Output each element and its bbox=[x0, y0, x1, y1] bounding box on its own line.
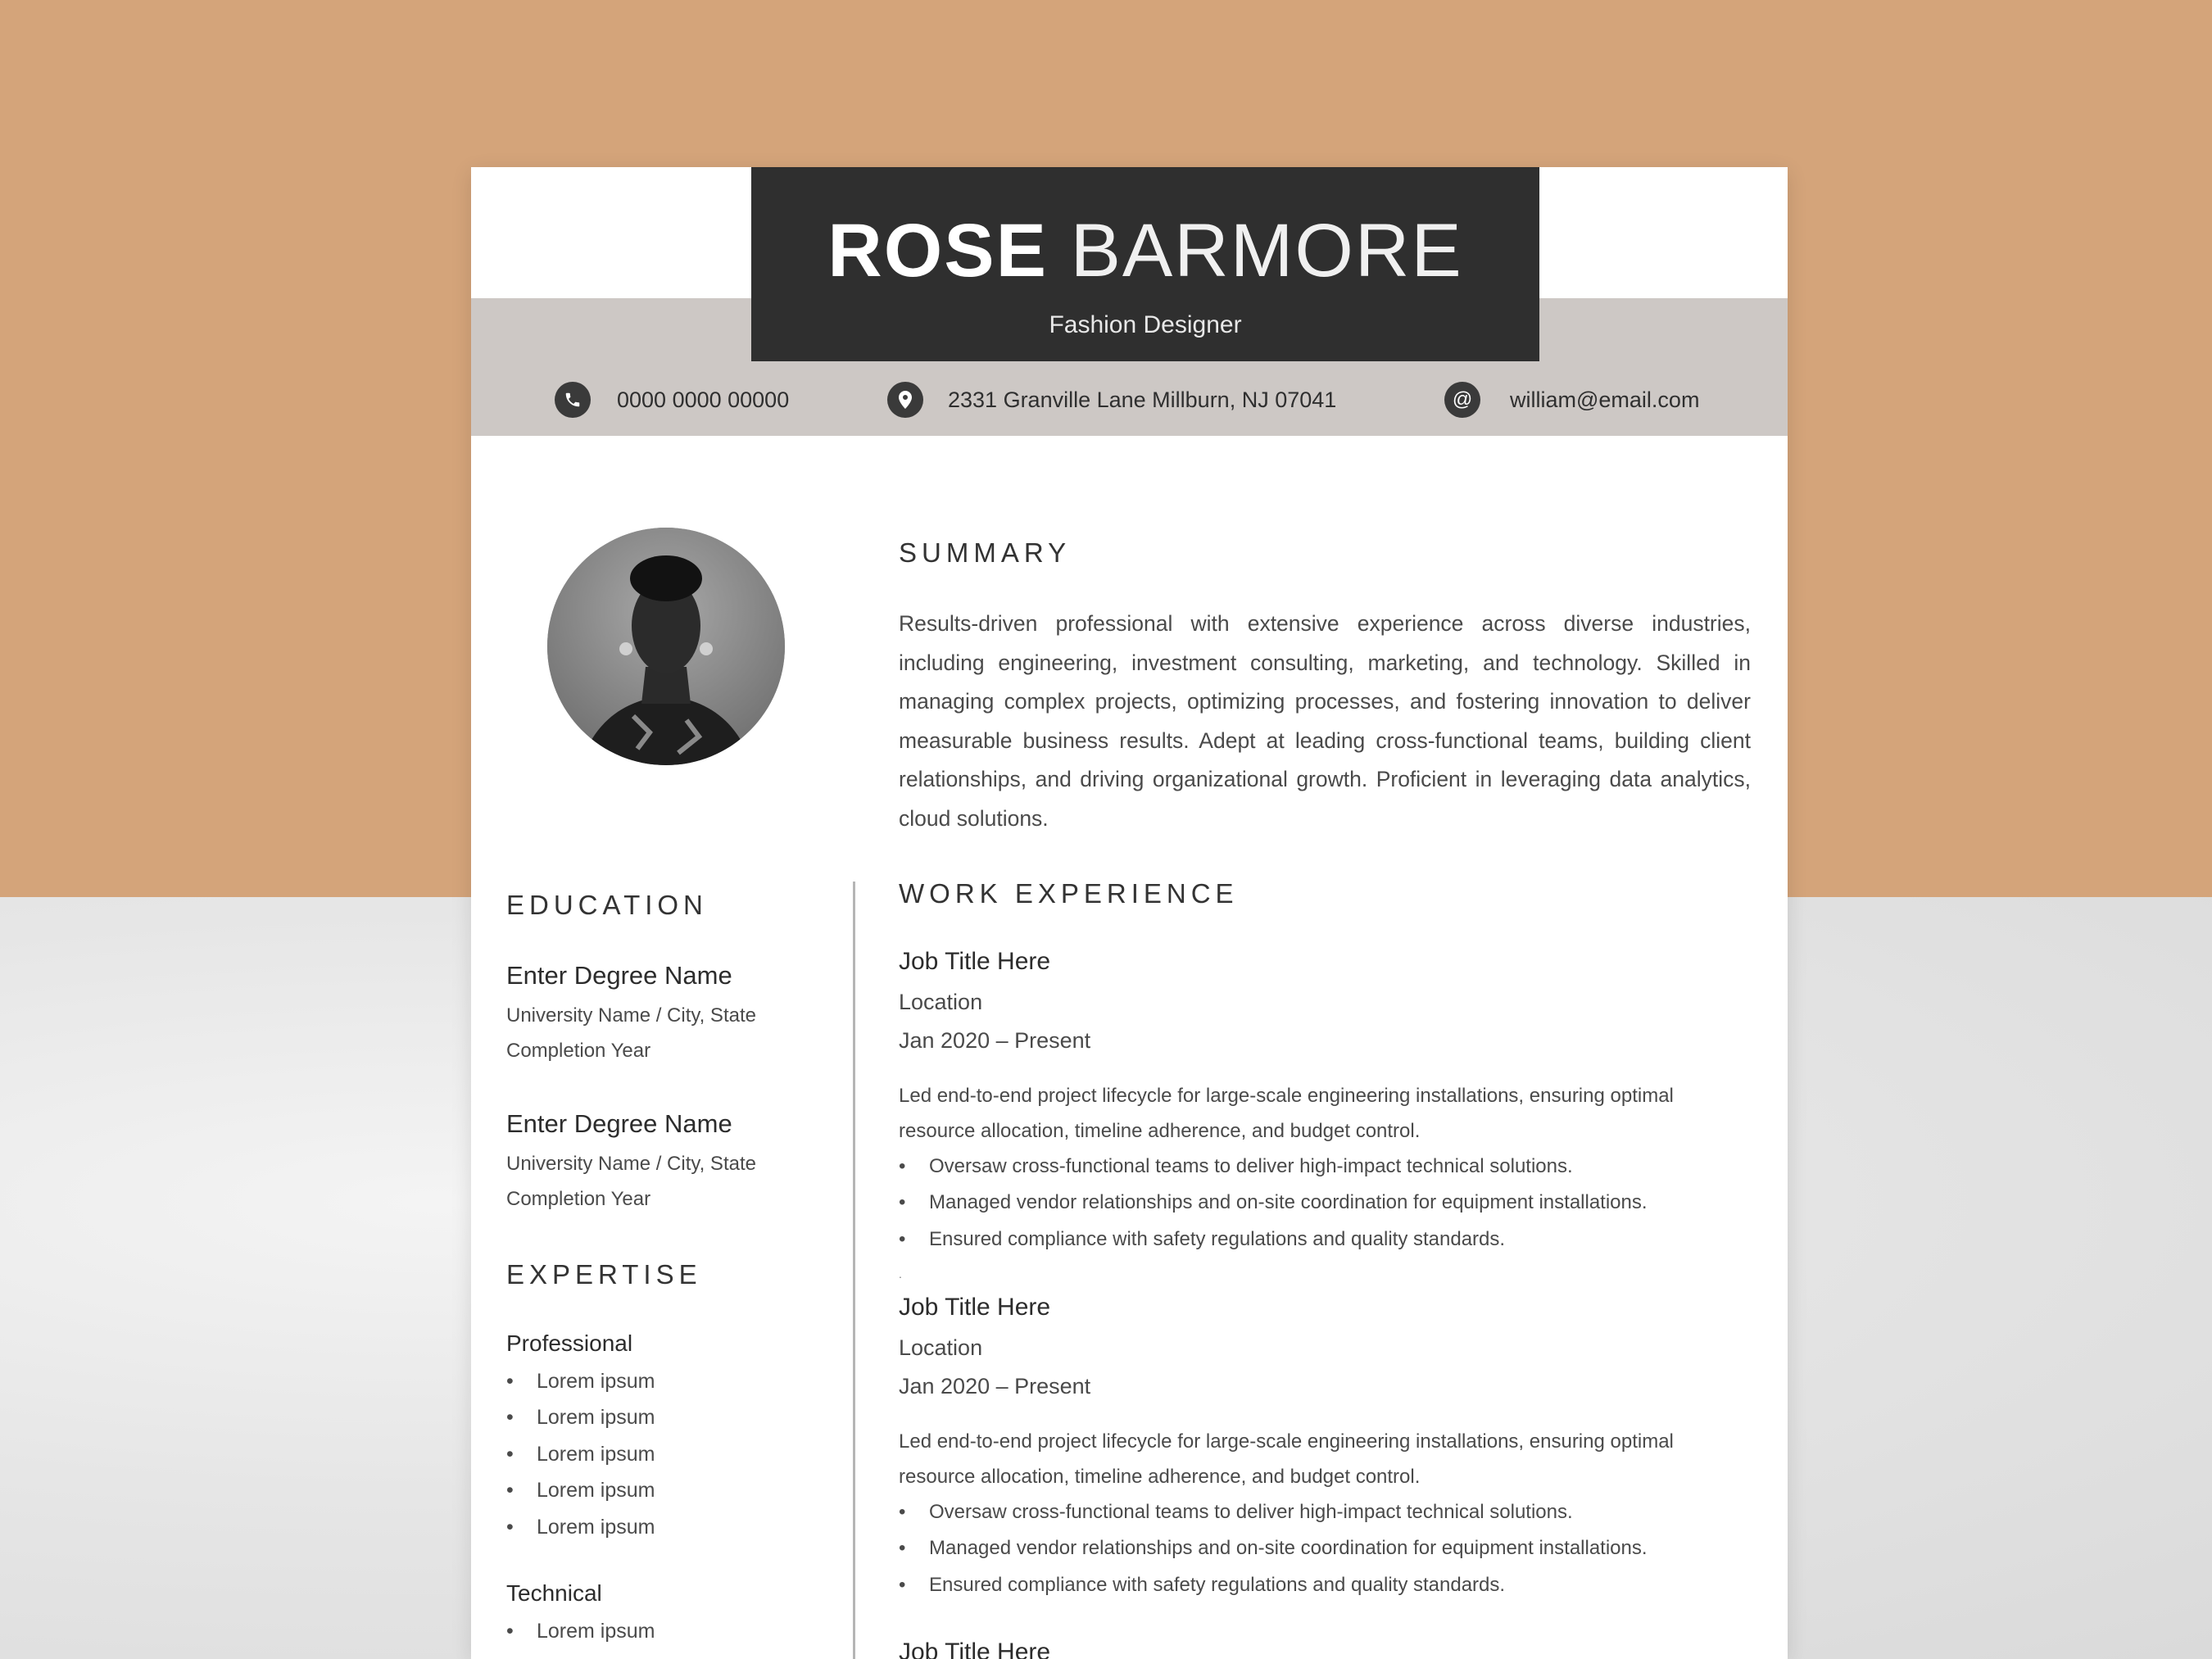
at-icon: @ bbox=[1444, 382, 1480, 418]
university-name: University Name / City, State bbox=[506, 1004, 756, 1027]
address-text: 2331 Granville Lane Millburn, NJ 07041 bbox=[948, 387, 1337, 412]
contact-address bbox=[887, 382, 1336, 418]
resume-page bbox=[471, 167, 1788, 1659]
list-item: • Lorem ipsum bbox=[506, 1620, 655, 1643]
job-location: Location bbox=[899, 990, 983, 1014]
list-item: • Lorem ipsum bbox=[506, 1516, 655, 1539]
degree-title: Enter Degree Name bbox=[506, 1109, 732, 1138]
job-title: Job Title Here bbox=[899, 948, 1051, 975]
job-location: Location bbox=[899, 1335, 983, 1360]
profile-photo bbox=[547, 528, 785, 765]
degree-title: Enter Degree Name bbox=[506, 961, 732, 990]
completion-year: Completion Year bbox=[506, 1040, 651, 1062]
phone-icon bbox=[555, 382, 591, 418]
university-name: University Name / City, State bbox=[506, 1153, 756, 1175]
job-bullet: • Oversaw cross-functional teams to deliver high-impact technical solutions. bbox=[899, 1155, 1573, 1177]
job-bullet: • Managed vendor relationships and on-site coordination for equipment installations. bbox=[899, 1537, 1648, 1559]
full-name bbox=[751, 209, 1539, 292]
job-bullet: • Ensured compliance with safety regulations and quality standards. bbox=[899, 1228, 1506, 1250]
job-title: Job Title Here bbox=[899, 1294, 1051, 1321]
list-item: • Lorem ipsum bbox=[506, 1479, 655, 1502]
list-item: • Lorem ipsum bbox=[506, 1443, 655, 1466]
education-heading: EDUCATION bbox=[506, 890, 708, 920]
job-description: Led end-to-end project lifecycle for large-scale engineering installations, ensuring optimal resource allocation, timeline adherence, and budget control. bbox=[899, 1085, 1674, 1142]
job-role: Fashion Designer bbox=[1049, 311, 1242, 338]
first-name: ROSE bbox=[827, 209, 1048, 292]
job-dates: Jan 2020 – Present bbox=[899, 1374, 1091, 1398]
column-divider bbox=[853, 882, 855, 1659]
list-item: • Lorem ipsum bbox=[506, 1370, 655, 1393]
last-name: BARMORE bbox=[1070, 209, 1463, 292]
work-experience-heading: WORK EXPERIENCE bbox=[899, 878, 1239, 909]
location-pin-icon bbox=[887, 382, 923, 418]
separator-dot: . bbox=[899, 1267, 902, 1281]
job-bullet: • Ensured compliance with safety regulations and quality standards. bbox=[899, 1574, 1506, 1596]
job-bullet: • Oversaw cross-functional teams to deliver high-impact technical solutions. bbox=[899, 1501, 1573, 1523]
list-item: • Lorem ipsum bbox=[506, 1406, 655, 1429]
job-title: Job Title Here bbox=[899, 1639, 1051, 1659]
phone-text: 0000 0000 00000 bbox=[617, 387, 790, 412]
summary-text: Results-driven professional with extensive experience across diverse industries, including engineering, investment consulting, marketing, and technology. Skilled in managing complex projects, optimizing processes, and fostering innovation to deliver measurable business results. Adept at leading cross-functional teams, building client relationships, and driving organizational growth. Proficient in leveraging data analytics, cloud solutions. bbox=[899, 611, 1751, 831]
completion-year: Completion Year bbox=[506, 1188, 651, 1210]
job-dates: Jan 2020 – Present bbox=[899, 1028, 1091, 1053]
contact-email bbox=[1444, 382, 1699, 418]
contact-phone bbox=[555, 382, 789, 418]
job-bullet: • Managed vendor relationships and on-site coordination for equipment installations. bbox=[899, 1191, 1648, 1213]
name-header bbox=[751, 167, 1539, 361]
technical-label: Technical bbox=[506, 1580, 602, 1606]
job-description: Led end-to-end project lifecycle for large-scale engineering installations, ensuring optimal resource allocation, timeline adherence, and budget control. bbox=[899, 1430, 1674, 1488]
email-text: william@email.com bbox=[1510, 387, 1700, 412]
expertise-heading: EXPERTISE bbox=[506, 1259, 702, 1290]
summary-heading: SUMMARY bbox=[899, 537, 1072, 568]
professional-label: Professional bbox=[506, 1330, 633, 1356]
